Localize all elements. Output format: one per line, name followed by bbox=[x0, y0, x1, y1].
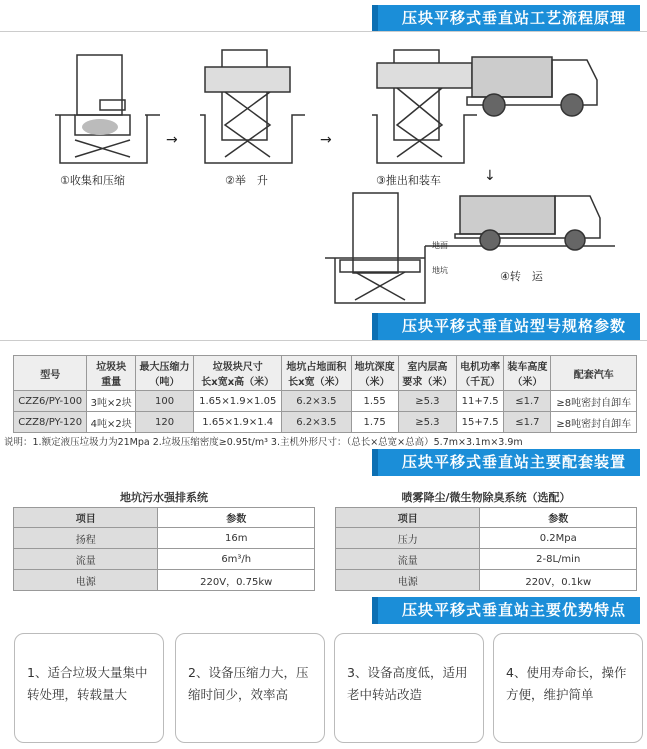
table-cell: 0.2Mpa bbox=[480, 528, 637, 549]
table-cell: 流量 bbox=[14, 549, 158, 570]
header-text: 地坑占地面积 bbox=[286, 362, 347, 373]
table-cell: 压力 bbox=[336, 528, 480, 549]
table-cell: 6m³/h bbox=[158, 549, 315, 570]
table-row bbox=[336, 549, 637, 570]
table-row bbox=[14, 528, 315, 549]
divider bbox=[0, 31, 647, 32]
section-banner-process: 压块平移式垂直站工艺流程原理 bbox=[372, 5, 640, 32]
table-cell: 220V，0.1kw bbox=[480, 570, 637, 591]
column-header bbox=[398, 356, 456, 391]
step-caption: ③推出和装车 bbox=[376, 174, 441, 187]
header-text: 长x宽（米） bbox=[288, 377, 345, 388]
header-text: 要求（米） bbox=[402, 377, 453, 388]
table-cell: 6.2×3.5 bbox=[282, 391, 351, 412]
header-text: 型号 bbox=[40, 369, 61, 381]
table-row bbox=[14, 412, 637, 433]
header-text: （吨） bbox=[149, 377, 180, 388]
step4-diagram bbox=[325, 188, 615, 308]
table-cell: 1.75 bbox=[351, 412, 398, 433]
spray-table bbox=[335, 507, 637, 591]
divider bbox=[0, 340, 647, 341]
column-header bbox=[351, 356, 398, 391]
table-cell: 扬程 bbox=[14, 528, 158, 549]
table-cell: 1.65×1.9×1.05 bbox=[194, 391, 282, 412]
section-banner-equipment: 压块平移式垂直站主要配套装置 bbox=[372, 449, 640, 476]
table-cell: ≥8吨密封自卸车 bbox=[551, 412, 637, 433]
table-cell: CZZ6/PY-100 bbox=[14, 391, 87, 412]
column-header bbox=[551, 356, 637, 391]
section-banner-advantages: 压块平移式垂直站主要优势特点 bbox=[372, 597, 640, 624]
section-banner-specs: 压块平移式垂直站型号规格参数 bbox=[372, 313, 640, 340]
table-cell: ≤1.7 bbox=[504, 412, 551, 433]
table-cell: 15+7.5 bbox=[456, 412, 503, 433]
table-cell: 流量 bbox=[336, 549, 480, 570]
step-caption: ②举 升 bbox=[225, 174, 268, 187]
table-cell: ≥5.3 bbox=[398, 412, 456, 433]
table-row bbox=[336, 528, 637, 549]
table-row bbox=[14, 570, 315, 591]
header-text: 室内层高 bbox=[407, 362, 448, 373]
pit-label: 地坑 bbox=[432, 266, 448, 275]
table-cell: 3吨×2块 bbox=[87, 391, 135, 412]
column-header: 项目 bbox=[14, 508, 158, 528]
table-cell: CZZ8/PY-120 bbox=[14, 412, 87, 433]
spec-note: 说明：1.额定液压垃圾力为21Mpa 2.垃圾压缩密度≥0.95t/m³ 3.主机外形尺寸：（总长×总宽×总高）5.7m×3.1m×3.9m bbox=[4, 437, 523, 448]
column-header bbox=[194, 356, 282, 391]
table-row bbox=[14, 391, 637, 412]
header-text: 长x宽x高（米） bbox=[201, 377, 275, 388]
header-text: 装车高度 bbox=[507, 362, 548, 373]
header-text: 垃圾块 bbox=[96, 362, 127, 373]
step3-diagram bbox=[372, 45, 612, 170]
feature-card: 2、设备压缩力大，压缩时间少，效率高 bbox=[175, 633, 325, 743]
spec-table bbox=[13, 355, 637, 433]
table-cell: 100 bbox=[135, 391, 193, 412]
table-cell: 1.65×1.9×1.4 bbox=[194, 412, 282, 433]
table-row bbox=[14, 549, 315, 570]
table-cell: 16m bbox=[158, 528, 315, 549]
column-header: 参数 bbox=[158, 508, 315, 528]
column-header bbox=[14, 356, 87, 391]
feature-card: 4、使用寿命长，操作方便，维护简单 bbox=[493, 633, 643, 743]
column-header bbox=[504, 356, 551, 391]
column-header: 项目 bbox=[336, 508, 480, 528]
table-row bbox=[336, 570, 637, 591]
arrow-icon: ↓ bbox=[484, 168, 496, 184]
table-cell: 120 bbox=[135, 412, 193, 433]
arrow-icon: → bbox=[166, 132, 178, 148]
table-cell: ≤1.7 bbox=[504, 391, 551, 412]
table-cell: 6.2×3.5 bbox=[282, 412, 351, 433]
header-text: 电机功率 bbox=[460, 362, 501, 373]
header-text: 垃圾块尺寸 bbox=[212, 362, 263, 373]
step1-diagram bbox=[55, 45, 160, 165]
header-text: 配套汽车 bbox=[573, 369, 614, 381]
table-cell: 电源 bbox=[14, 570, 158, 591]
column-header bbox=[87, 356, 135, 391]
arrow-icon: → bbox=[320, 132, 332, 148]
drainage-table bbox=[13, 507, 315, 591]
header-text: 最大压缩力 bbox=[139, 362, 190, 373]
header-text: 重量 bbox=[101, 377, 122, 388]
table-cell: 2-8L/min bbox=[480, 549, 637, 570]
table-cell: 1.55 bbox=[351, 391, 398, 412]
header-text: （千瓦） bbox=[460, 377, 501, 388]
header-text: （米） bbox=[512, 377, 543, 388]
table-cell: 4吨×2块 bbox=[87, 412, 135, 433]
subtable-title: 地坑污水强排系统 bbox=[120, 491, 208, 504]
table-cell: ≥8吨密封自卸车 bbox=[551, 391, 637, 412]
step-caption: ④转 运 bbox=[500, 270, 543, 283]
table-cell: ≥5.3 bbox=[398, 391, 456, 412]
column-header bbox=[456, 356, 503, 391]
header-text: （米） bbox=[359, 377, 390, 388]
subtable-title: 喷雾降尘/微生物除臭系统（选配） bbox=[401, 491, 571, 504]
feature-card: 1、适合垃圾大量集中转处理，转载量大 bbox=[14, 633, 164, 743]
column-header bbox=[135, 356, 193, 391]
ground-label: 地面 bbox=[432, 241, 448, 250]
header-text: 地坑深度 bbox=[354, 362, 395, 373]
column-header bbox=[282, 356, 351, 391]
column-header: 参数 bbox=[480, 508, 637, 528]
feature-card: 3、设备高度低，适用老中转站改造 bbox=[334, 633, 484, 743]
step-caption: ①收集和压缩 bbox=[60, 174, 125, 187]
table-cell: 电源 bbox=[336, 570, 480, 591]
table-cell: 11+7.5 bbox=[456, 391, 503, 412]
step2-diagram bbox=[200, 45, 305, 170]
table-cell: 220V，0.75kw bbox=[158, 570, 315, 591]
